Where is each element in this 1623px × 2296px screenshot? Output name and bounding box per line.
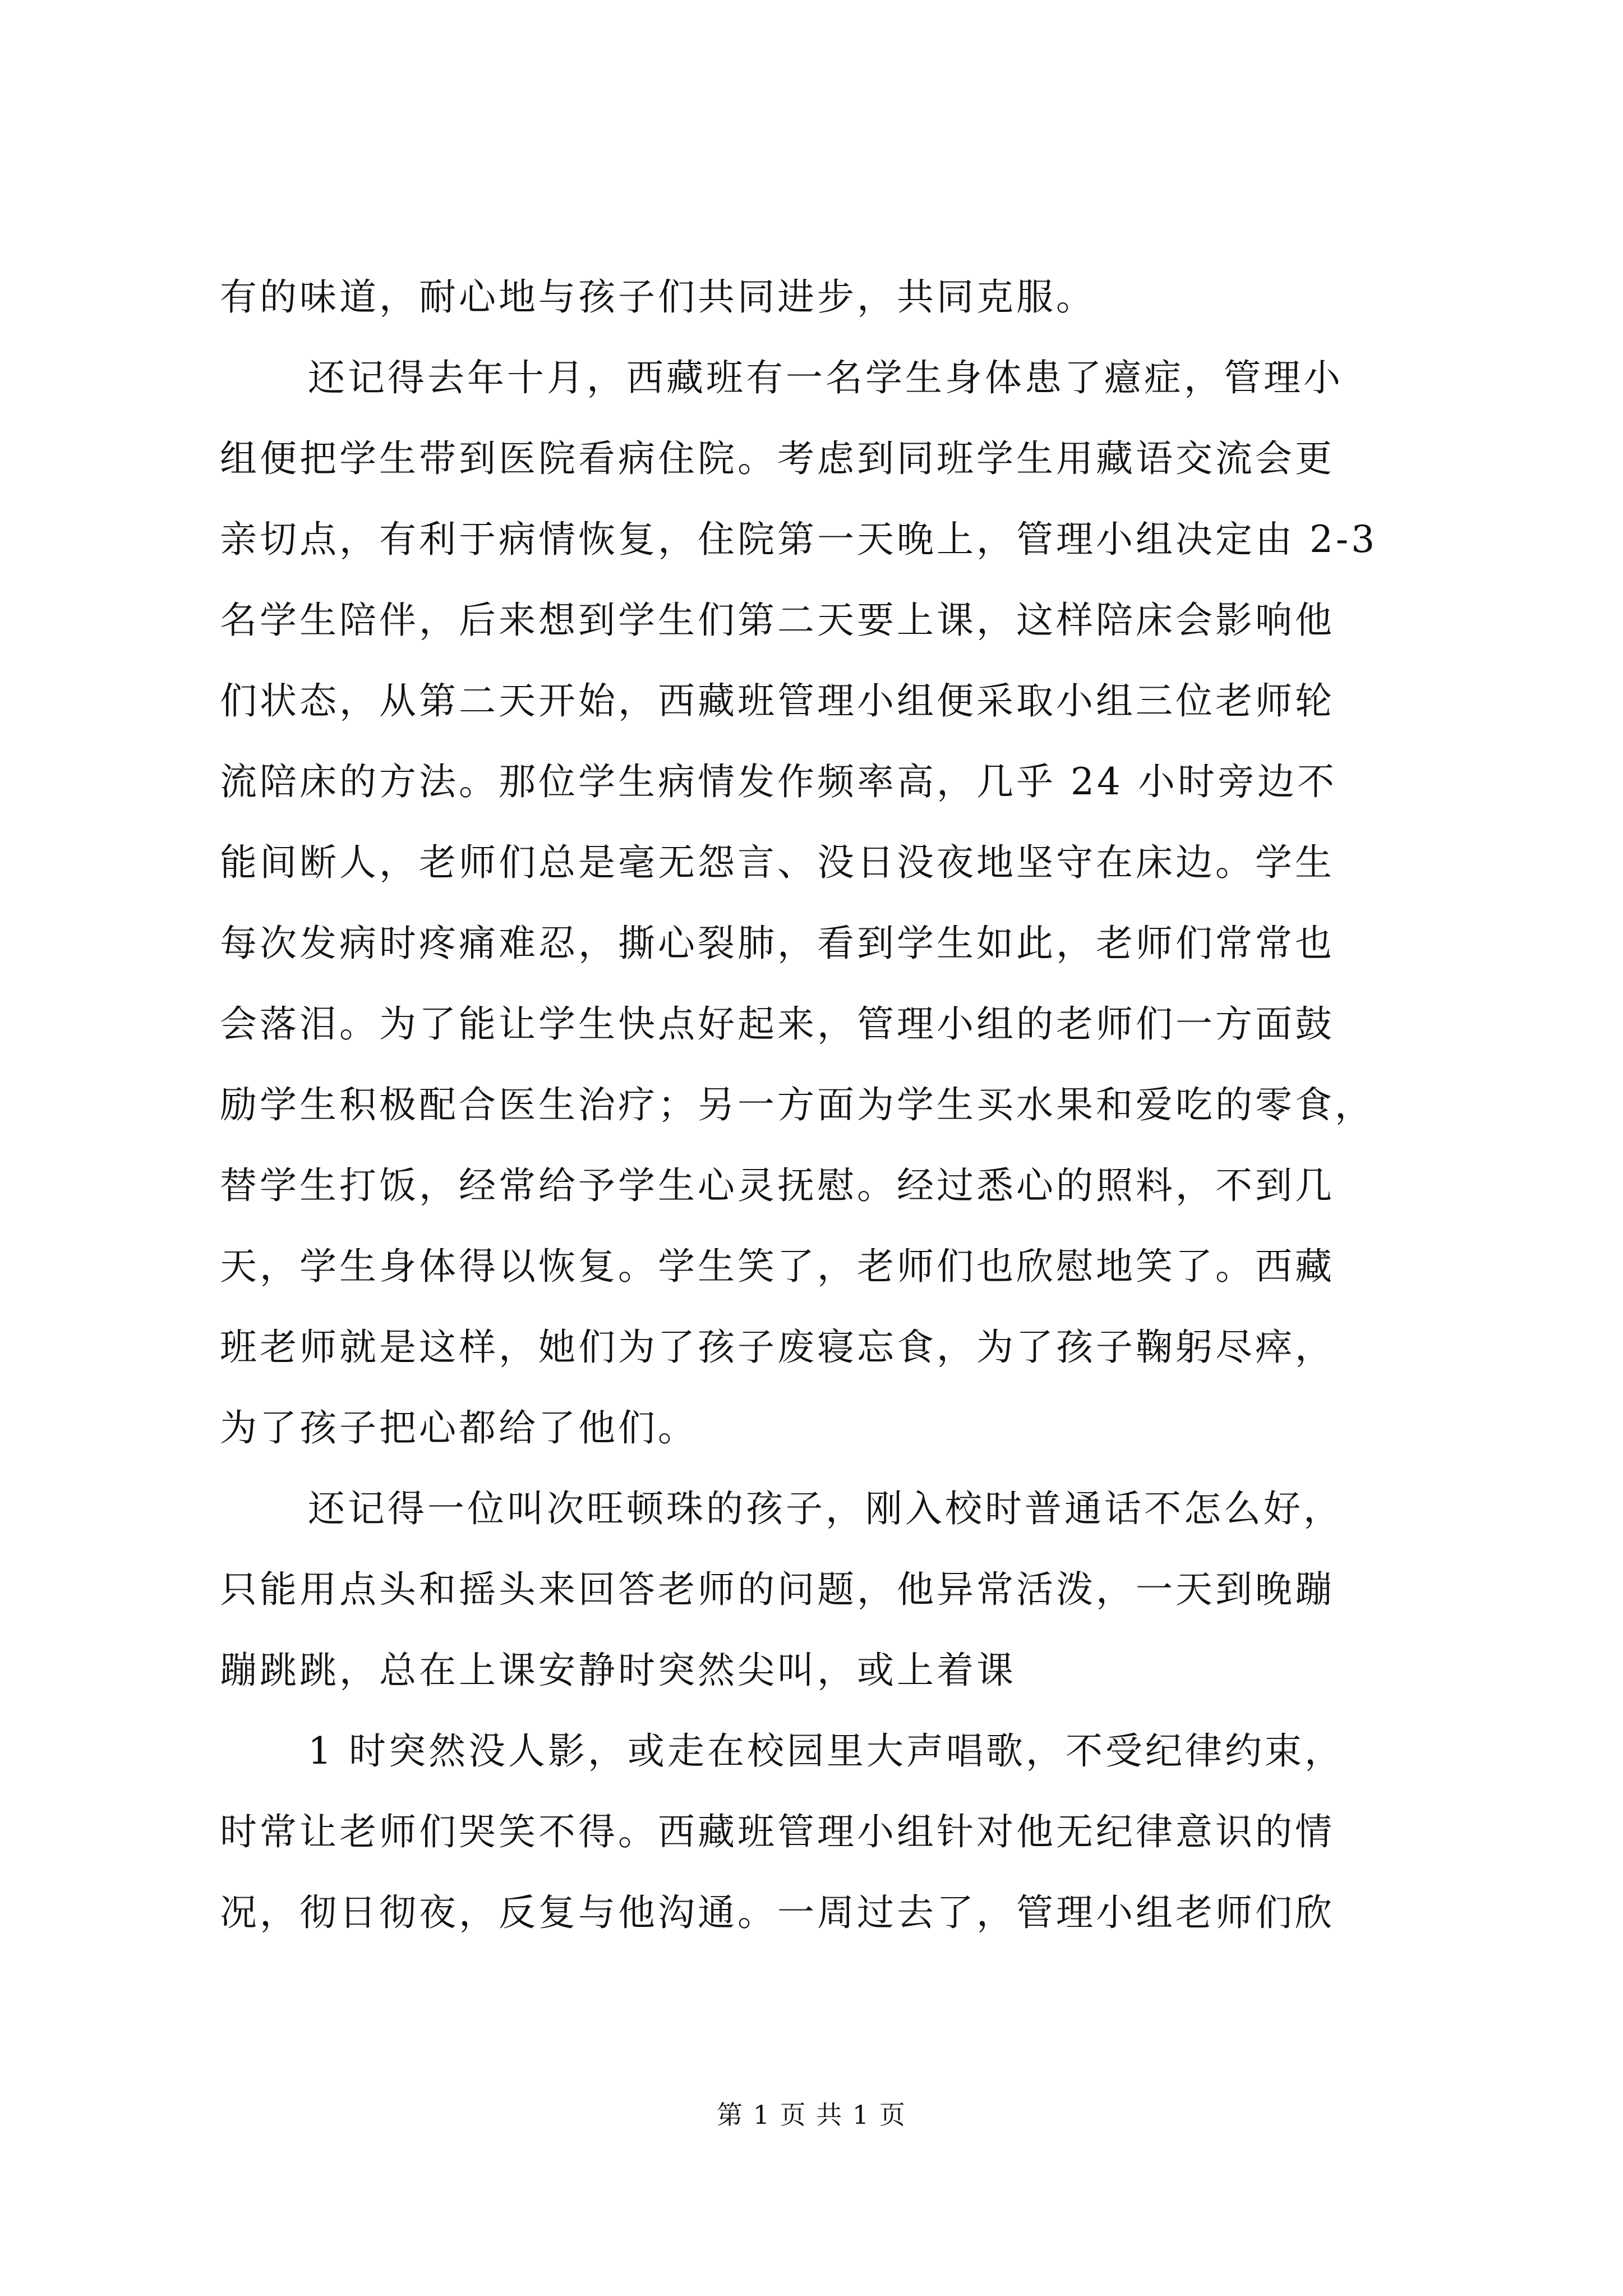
text-line: 只能用点头和摇头来回答老师的问题，他异常活泼，一天到晚蹦 — [220, 1568, 1335, 1611]
text-line: 流陪床的方法。那位学生病情发作频率高，几乎 24 小时旁边不 — [220, 760, 1337, 803]
text-line: 有的味道，耐心地与孩子们共同进步，共同克服。 — [220, 275, 1096, 319]
text-line: 为了孩子把心都给了他们。 — [220, 1406, 698, 1450]
text-line: 亲切点，有利于病情恢复，住院第一天晚上，管理小组决定由 2-3 — [220, 518, 1378, 561]
text-line: 1 时突然没人影，或走在校园里大声唱歌，不受纪律约束， — [308, 1729, 1344, 1773]
text-line: 还记得一位叫次旺顿珠的孩子，刚入校时普通话不怎么好， — [308, 1487, 1343, 1530]
text-line: 名学生陪伴，后来想到学生们第二天要上课，这样陪床会影响他 — [220, 599, 1335, 642]
text-line: 会落泪。为了能让学生快点好起来，管理小组的老师们一方面鼓 — [220, 1002, 1335, 1046]
text-line: 蹦跳跳，总在上课安静时突然尖叫，或上着课 — [220, 1649, 1016, 1692]
text-line: 班老师就是这样，她们为了孩子废寝忘食，为了孩子鞠躬尽瘁， — [220, 1326, 1335, 1369]
page-footer: 第 1 页 共 1 页 — [717, 2100, 906, 2130]
text-line: 励学生积极配合医生治疗；另一方面为学生买水果和爱吃的零食， — [220, 1083, 1375, 1126]
text-line: 时常让老师们哭笑不得。西藏班管理小组针对他无纪律意识的情 — [220, 1810, 1335, 1853]
text-line: 能间断人，老师们总是毫无怨言、没日没夜地坚守在床边。学生 — [220, 841, 1335, 884]
text-line: 况，彻日彻夜，反复与他沟通。一周过去了，管理小组老师们欣 — [220, 1891, 1335, 1934]
text-line: 替学生打饭，经常给予学生心灵抚慰。经过悉心的照料，不到几 — [220, 1164, 1335, 1207]
text-line: 每次发病时疼痛难忍，撕心裂肺，看到学生如此，老师们常常也 — [220, 922, 1335, 965]
text-line: 还记得去年十月，西藏班有一名学生身体患了癔症，管理小 — [308, 356, 1343, 399]
text-line: 们状态，从第二天开始，西藏班管理小组便采取小组三位老师轮 — [220, 679, 1335, 723]
text-line: 天，学生身体得以恢复。学生笑了，老师们也欣慰地笑了。西藏 — [220, 1245, 1335, 1288]
text-line: 组便把学生带到医院看病住院。考虑到同班学生用藏语交流会更 — [220, 437, 1335, 480]
